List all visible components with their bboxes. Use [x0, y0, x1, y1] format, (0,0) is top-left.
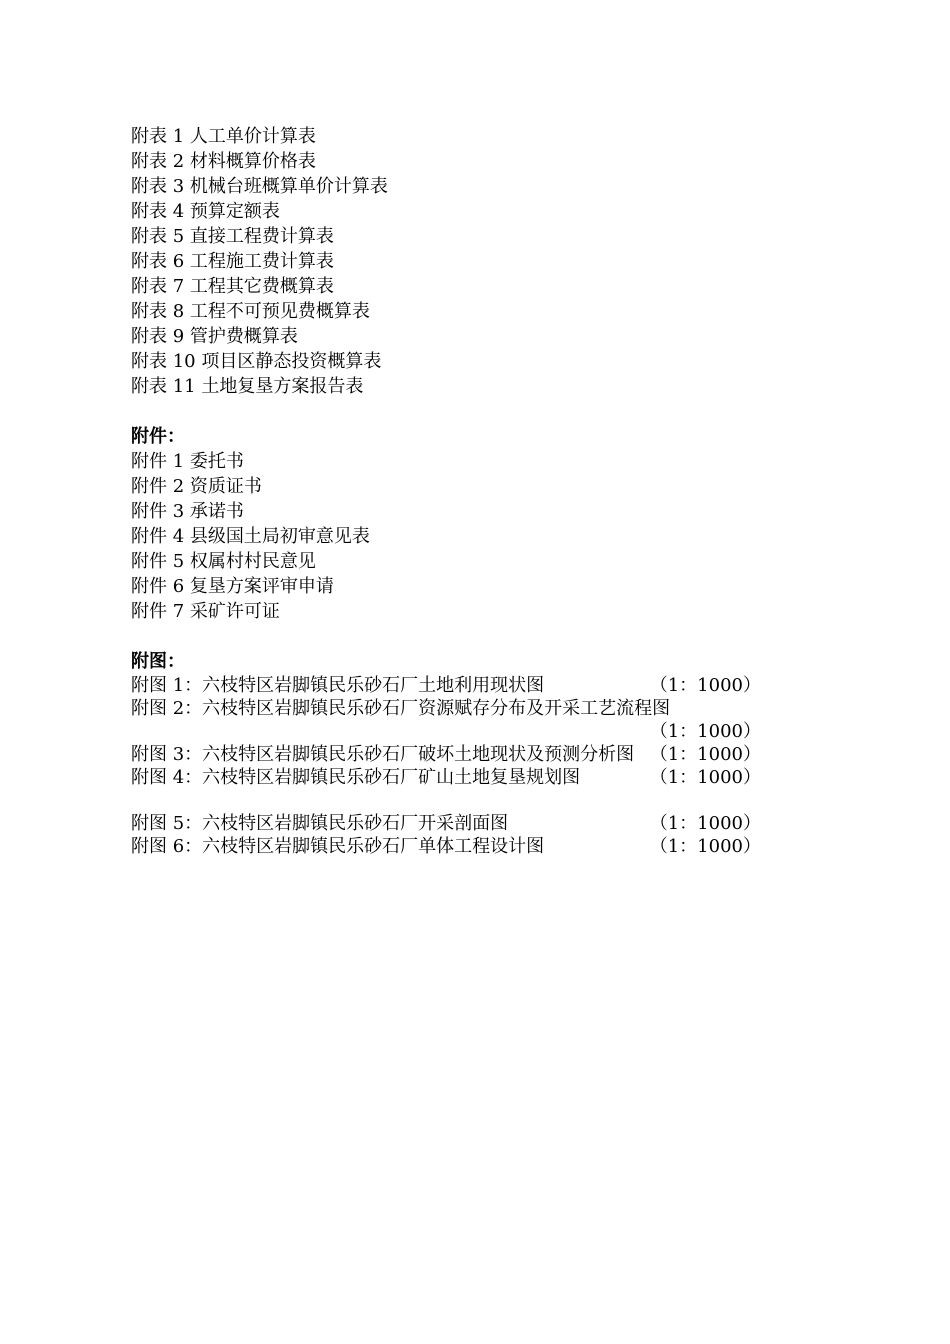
figures-heading: 附图： [131, 651, 185, 672]
figure-title: 附图 2：六枝特区岩脚镇民乐砂石厂资源赋存分布及开采工艺流程图 [131, 698, 671, 719]
attachment-item: 附件 1 委托书 [131, 451, 244, 472]
attachment-item: 附件 5 权属村村民意见 [131, 551, 316, 572]
figure-title: 附图 3：六枝特区岩脚镇民乐砂石厂破坏土地现状及预测分析图 [131, 744, 635, 765]
figure-title: 附图 1：六枝特区岩脚镇民乐砂石厂土地利用现状图 [131, 675, 545, 696]
appendix-table-item: 附表 11 土地复垦方案报告表 [131, 376, 364, 397]
document-page [131, 124, 771, 858]
figure-scale: （1：1000） [649, 767, 761, 788]
figure-item [131, 697, 761, 720]
attachment-item: 附件 6 复垦方案评审申请 [131, 576, 334, 597]
attachments-heading: 附件： [131, 426, 185, 447]
figure-scale: （1：1000） [649, 675, 761, 696]
figure-item [131, 674, 761, 697]
appendix-table-item: 附表 8 工程不可预见费概算表 [131, 301, 370, 322]
attachment-item: 附件 2 资质证书 [131, 476, 262, 497]
appendix-table-item: 附表 7 工程其它费概算表 [131, 276, 334, 297]
figure-scale: （1：1000） [649, 836, 761, 857]
figure-spacer [131, 789, 771, 812]
appendix-table-item: 附表 3 机械台班概算单价计算表 [131, 176, 388, 197]
figure-title: 附图 5：六枝特区岩脚镇民乐砂石厂开采剖面图 [131, 813, 509, 834]
appendix-table-item: 附表 5 直接工程费计算表 [131, 226, 334, 247]
figures-section [131, 649, 771, 858]
figure-item [131, 743, 761, 766]
attachment-item: 附件 7 采矿许可证 [131, 601, 280, 622]
figure-scale: （1：1000） [649, 744, 761, 765]
figure-title: 附图 4：六枝特区岩脚镇民乐砂石厂矿山土地复垦规划图 [131, 767, 581, 788]
figure-title: 附图 6：六枝特区岩脚镇民乐砂石厂单体工程设计图 [131, 836, 545, 857]
appendix-table-item: 附表 4 预算定额表 [131, 201, 280, 222]
attachment-item: 附件 4 县级国土局初审意见表 [131, 526, 370, 547]
figure-item [131, 812, 761, 835]
figure-item-scale-line [131, 720, 761, 743]
appendix-table-item: 附表 10 项目区静态投资概算表 [131, 351, 382, 372]
section-spacer [131, 624, 771, 649]
section-spacer [131, 399, 771, 424]
figure-item [131, 835, 761, 858]
attachments-section [131, 424, 771, 624]
figure-scale: （1：1000） [649, 813, 761, 834]
attachment-item: 附件 3 承诺书 [131, 501, 244, 522]
appendix-tables-list [131, 124, 771, 399]
appendix-table-item: 附表 6 工程施工费计算表 [131, 251, 334, 272]
appendix-table-item: 附表 1 人工单价计算表 [131, 126, 316, 147]
appendix-table-item: 附表 2 材料概算价格表 [131, 151, 316, 172]
figure-scale: （1：1000） [649, 721, 761, 742]
appendix-table-item: 附表 9 管护费概算表 [131, 326, 298, 347]
figure-item [131, 766, 761, 789]
